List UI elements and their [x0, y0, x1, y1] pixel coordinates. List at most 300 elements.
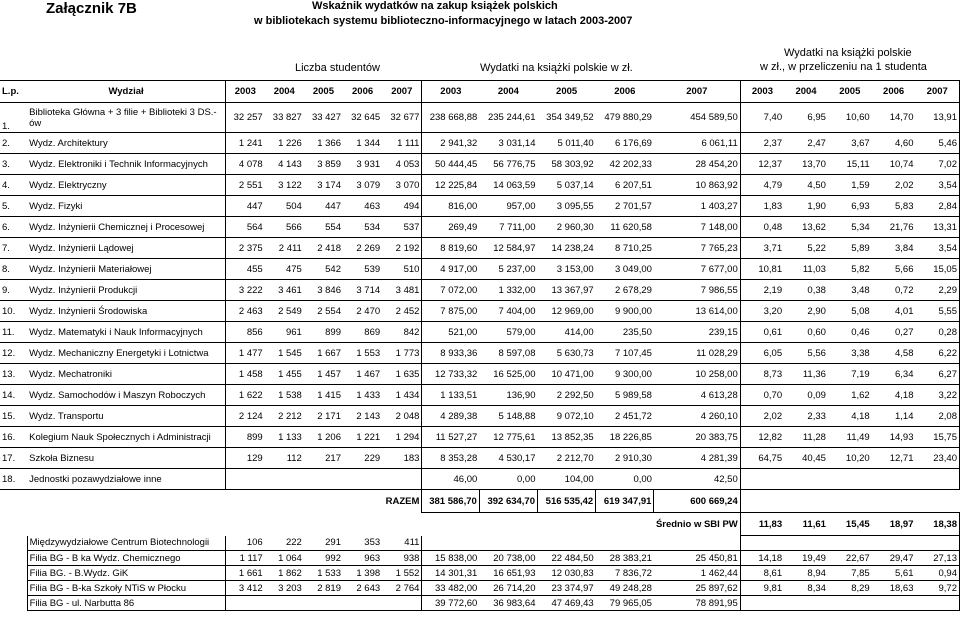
- row-label: Wydz. Inżynierii Lądowej: [27, 238, 225, 259]
- cell-value: 3 931: [343, 154, 382, 175]
- column-header: 2006: [343, 81, 382, 103]
- cell-value: 2 549: [265, 301, 304, 322]
- table-row: [0, 322, 960, 343]
- cell-value: 3 095,55: [538, 196, 596, 217]
- table-row: [0, 175, 960, 196]
- cell-value: 5,22: [784, 238, 828, 259]
- table-row: [0, 217, 960, 238]
- cell-value: 136,90: [479, 385, 537, 406]
- cell-value: [225, 596, 264, 611]
- average-value: 15,45: [828, 513, 872, 536]
- cell-value: 1 862: [265, 566, 304, 581]
- cell-value: [265, 596, 304, 611]
- cell-value: 50 444,45: [422, 154, 479, 175]
- cell-value: 16 651,93: [479, 566, 537, 581]
- group-header-per-student-line-2: w zł., w przeliczeniu na 1 studenta: [760, 61, 927, 73]
- cell-value: 22 484,50: [538, 551, 596, 566]
- cell-value: 4 143: [265, 154, 304, 175]
- cell-value: 56 776,75: [479, 154, 537, 175]
- group-header-per-student-line-1: Wydatki na książki polskie: [784, 47, 912, 59]
- cell-value: 14 063,59: [479, 175, 537, 196]
- cell-value: 33 482,00: [422, 581, 479, 596]
- cell-value: 129: [225, 448, 264, 469]
- row-label: Wydz. Samochodów i Maszyn Roboczych: [27, 385, 225, 406]
- cell-value: 7 148,00: [654, 217, 740, 238]
- cell-value: 1 455: [265, 364, 304, 385]
- cell-value: 2 452: [382, 301, 422, 322]
- row-number: 5.: [0, 196, 27, 217]
- cell-value: 3,38: [828, 343, 872, 364]
- cell-value: 2 451,72: [596, 406, 654, 427]
- cell-value: 961: [265, 322, 304, 343]
- cell-value: 39 772,60: [422, 596, 479, 611]
- empty-cell: [422, 513, 479, 536]
- cell-value: 2,29: [916, 280, 960, 301]
- cell-value: 14,93: [872, 427, 916, 448]
- cell-value: 899: [225, 427, 264, 448]
- cell-value: 10,81: [740, 259, 784, 280]
- cell-value: 0,46: [828, 322, 872, 343]
- cell-value: 2 819: [304, 581, 343, 596]
- cell-value: 8 597,08: [479, 343, 537, 364]
- cell-value: 6 061,11: [654, 133, 740, 154]
- cell-value: 7 836,72: [596, 566, 654, 581]
- cell-value: 2 554: [304, 301, 343, 322]
- cell-value: 25 897,62: [654, 581, 740, 596]
- cell-value: 13 852,35: [538, 427, 596, 448]
- cell-value: 15,11: [828, 154, 872, 175]
- cell-value: [654, 536, 740, 551]
- cell-value: 229: [343, 448, 382, 469]
- empty-cell: [538, 513, 596, 536]
- cell-value: 7 875,00: [422, 301, 479, 322]
- cell-value: [0, 581, 27, 596]
- cell-value: 869: [343, 322, 382, 343]
- cell-value: 291: [304, 536, 343, 551]
- cell-value: 20 383,75: [654, 427, 740, 448]
- cell-value: [740, 596, 784, 611]
- cell-value: 475: [265, 259, 304, 280]
- column-header: 2005: [538, 81, 596, 103]
- cell-value: 8 710,25: [596, 238, 654, 259]
- cell-value: 0,27: [872, 322, 916, 343]
- cell-value: 14 301,31: [422, 566, 479, 581]
- empty-cell: [225, 490, 264, 513]
- cell-value: 32 677: [382, 103, 422, 133]
- cell-value: 15,05: [916, 259, 960, 280]
- row-label: Szkoła Biznesu: [27, 448, 225, 469]
- row-label: Wydz. Matematyki i Nauk Informacyjnych: [27, 322, 225, 343]
- cell-value: 3,20: [740, 301, 784, 322]
- cell-value: 25 450,81: [654, 551, 740, 566]
- cell-value: 2,19: [740, 280, 784, 301]
- empty-cell: [479, 513, 537, 536]
- cell-value: 2,08: [916, 406, 960, 427]
- table-row: [0, 385, 960, 406]
- cell-value: 842: [382, 322, 422, 343]
- subtitle-line-2: w bibliotekach systemu biblioteczno-informacyjnego w latach 2003-2007: [254, 15, 633, 27]
- row-number: 1.: [0, 103, 27, 133]
- cell-value: 2 910,30: [596, 448, 654, 469]
- cell-value: 0,28: [916, 322, 960, 343]
- cell-value: [828, 596, 872, 611]
- extra-row: [0, 536, 960, 551]
- cell-value: 3,22: [916, 385, 960, 406]
- cell-value: 238 668,88: [422, 103, 479, 133]
- cell-value: 5,83: [872, 196, 916, 217]
- cell-value: 8 819,60: [422, 238, 479, 259]
- cell-value: 7 677,00: [654, 259, 740, 280]
- cell-value: 1 552: [382, 566, 422, 581]
- cell-value: 2 643: [343, 581, 382, 596]
- cell-value: 14,70: [872, 103, 916, 133]
- cell-value: [382, 469, 422, 490]
- row-label: Międzywydziałowe Centrum Biotechnologii: [27, 536, 225, 551]
- page-title: Załącznik 7B: [46, 0, 137, 17]
- cell-value: 217: [304, 448, 343, 469]
- table-row: [0, 154, 960, 175]
- cell-value: 3 461: [265, 280, 304, 301]
- cell-value: 6 176,69: [596, 133, 654, 154]
- cell-value: 20 738,00: [479, 551, 537, 566]
- cell-value: 12,82: [740, 427, 784, 448]
- cell-value: 18 226,85: [596, 427, 654, 448]
- row-label: Biblioteka Główna + 3 filie + Biblioteki 3 DS.-ów: [27, 103, 225, 133]
- table-row: [0, 301, 960, 322]
- cell-value: 2 375: [225, 238, 264, 259]
- cell-value: 539: [343, 259, 382, 280]
- row-number: 8.: [0, 259, 27, 280]
- cell-value: 36 983,64: [479, 596, 537, 611]
- cell-value: 4 917,00: [422, 259, 479, 280]
- cell-value: 3 203: [265, 581, 304, 596]
- cell-value: 12 030,83: [538, 566, 596, 581]
- cell-value: 447: [304, 196, 343, 217]
- cell-value: 222: [265, 536, 304, 551]
- cell-value: 3,84: [872, 238, 916, 259]
- cell-value: 1 064: [265, 551, 304, 566]
- cell-value: 5 237,00: [479, 259, 537, 280]
- cell-value: 3 049,00: [596, 259, 654, 280]
- total-value: 516 535,42: [538, 490, 596, 513]
- cell-value: 5 989,58: [596, 385, 654, 406]
- cell-value: 4 078: [225, 154, 264, 175]
- cell-value: 1 366: [304, 133, 343, 154]
- cell-value: 112: [265, 448, 304, 469]
- cell-value: 42 202,33: [596, 154, 654, 175]
- cell-value: 2 551: [225, 175, 264, 196]
- cell-value: 938: [382, 551, 422, 566]
- empty-cell: [0, 490, 27, 513]
- row-label: Filia BG. - B.Wydz. GiK: [27, 566, 225, 581]
- empty-cell: [740, 490, 784, 513]
- column-header: L.p.: [0, 81, 27, 103]
- cell-value: 16 525,00: [479, 364, 537, 385]
- table-row: [0, 103, 960, 133]
- cell-value: 2 292,50: [538, 385, 596, 406]
- empty-cell: [828, 490, 872, 513]
- cell-value: 554: [304, 217, 343, 238]
- cell-value: 899: [304, 322, 343, 343]
- cell-value: 455: [225, 259, 264, 280]
- column-header: 2003: [740, 81, 784, 103]
- empty-cell: [265, 490, 304, 513]
- cell-value: 1,83: [740, 196, 784, 217]
- column-header: 2004: [784, 81, 828, 103]
- cell-value: 0,94: [916, 566, 960, 581]
- cell-value: [343, 469, 382, 490]
- cell-value: [916, 469, 960, 490]
- cell-value: 33 827: [265, 103, 304, 133]
- cell-value: [872, 536, 916, 551]
- total-value: 381 586,70: [422, 490, 479, 513]
- cell-value: 0,09: [784, 385, 828, 406]
- cell-value: 0,38: [784, 280, 828, 301]
- cell-value: 494: [382, 196, 422, 217]
- cell-value: 504: [265, 196, 304, 217]
- average-value: 11,83: [740, 513, 784, 536]
- row-number: 2.: [0, 133, 27, 154]
- cell-value: 1 533: [304, 566, 343, 581]
- cell-value: 6,22: [916, 343, 960, 364]
- cell-value: 6,93: [828, 196, 872, 217]
- cell-value: 447: [225, 196, 264, 217]
- cell-value: [596, 536, 654, 551]
- cell-value: 2 941,32: [422, 133, 479, 154]
- cell-value: 957,00: [479, 196, 537, 217]
- cell-value: 3,67: [828, 133, 872, 154]
- extra-row: [0, 566, 960, 581]
- cell-value: 11,03: [784, 259, 828, 280]
- cell-value: 2 212,70: [538, 448, 596, 469]
- cell-value: 454 589,50: [654, 103, 740, 133]
- cell-value: 8,73: [740, 364, 784, 385]
- cell-value: 3 222: [225, 280, 264, 301]
- group-header-students: Liczba studentów: [295, 62, 380, 74]
- cell-value: 3,54: [916, 175, 960, 196]
- cell-value: 12 733,32: [422, 364, 479, 385]
- cell-value: 5,34: [828, 217, 872, 238]
- cell-value: 411: [382, 536, 422, 551]
- cell-value: 6,34: [872, 364, 916, 385]
- column-header: 2003: [422, 81, 479, 103]
- row-label: Wydz. Mechatroniki: [27, 364, 225, 385]
- cell-value: 537: [382, 217, 422, 238]
- column-header: 2007: [654, 81, 740, 103]
- cell-value: 1 111: [382, 133, 422, 154]
- cell-value: 1 434: [382, 385, 422, 406]
- cell-value: [479, 536, 537, 551]
- cell-value: 28 454,20: [654, 154, 740, 175]
- cell-value: 5,82: [828, 259, 872, 280]
- cell-value: [0, 536, 27, 551]
- cell-value: 239,15: [654, 322, 740, 343]
- cell-value: 1 415: [304, 385, 343, 406]
- cell-value: 6,05: [740, 343, 784, 364]
- cell-value: 521,00: [422, 322, 479, 343]
- cell-value: 9,72: [916, 581, 960, 596]
- table-header-row: [0, 81, 960, 103]
- average-value: 18,38: [916, 513, 960, 536]
- cell-value: [225, 469, 264, 490]
- cell-value: 1 398: [343, 566, 382, 581]
- row-label: Wydz. Mechaniczny Energetyki i Lotnictwa: [27, 343, 225, 364]
- cell-value: 4,01: [872, 301, 916, 322]
- cell-value: 235,50: [596, 322, 654, 343]
- cell-value: 1,14: [872, 406, 916, 427]
- table-row: [0, 469, 960, 490]
- cell-value: [0, 596, 27, 611]
- cell-value: 10 863,92: [654, 175, 740, 196]
- cell-value: 12 969,00: [538, 301, 596, 322]
- table-row: [0, 406, 960, 427]
- cell-value: 0,72: [872, 280, 916, 301]
- cell-value: 5,55: [916, 301, 960, 322]
- row-number: 13.: [0, 364, 27, 385]
- extra-row: [0, 581, 960, 596]
- column-header: 2007: [382, 81, 422, 103]
- row-number: 10.: [0, 301, 27, 322]
- row-label: Wydz. Inżynierii Środowiska: [27, 301, 225, 322]
- cell-value: 3,71: [740, 238, 784, 259]
- row-label: Jednostki pozawydziałowe inne: [27, 469, 225, 490]
- cell-value: 5,61: [872, 566, 916, 581]
- cell-value: 566: [265, 217, 304, 238]
- subtitle-line-1: Wskaźnik wydatków na zakup książek polskich: [312, 0, 558, 12]
- cell-value: 1 332,00: [479, 280, 537, 301]
- cell-value: [784, 536, 828, 551]
- cell-value: [343, 596, 382, 611]
- cell-value: 564: [225, 217, 264, 238]
- cell-value: 510: [382, 259, 422, 280]
- cell-value: 2 143: [343, 406, 382, 427]
- cell-value: 13,62: [784, 217, 828, 238]
- cell-value: 5,08: [828, 301, 872, 322]
- cell-value: 3 122: [265, 175, 304, 196]
- cell-value: 1 661: [225, 566, 264, 581]
- table-row: [0, 238, 960, 259]
- cell-value: 1 344: [343, 133, 382, 154]
- cell-value: 1 462,44: [654, 566, 740, 581]
- cell-value: [538, 536, 596, 551]
- cell-value: 64,75: [740, 448, 784, 469]
- cell-value: 2 171: [304, 406, 343, 427]
- cell-value: 1 226: [265, 133, 304, 154]
- cell-value: 3 714: [343, 280, 382, 301]
- empty-cell: [225, 513, 264, 536]
- row-number: 6.: [0, 217, 27, 238]
- column-header: 2005: [304, 81, 343, 103]
- empty-cell: [916, 490, 960, 513]
- cell-value: 2,33: [784, 406, 828, 427]
- cell-value: 183: [382, 448, 422, 469]
- cell-value: 1 133,51: [422, 385, 479, 406]
- cell-value: 3 481: [382, 280, 422, 301]
- average-label: Średnio w SBI PW: [655, 518, 738, 530]
- cell-value: [784, 469, 828, 490]
- cell-value: 23 374,97: [538, 581, 596, 596]
- cell-value: 1 221: [343, 427, 382, 448]
- cell-value: [828, 536, 872, 551]
- cell-value: 5 037,14: [538, 175, 596, 196]
- cell-value: 353: [343, 536, 382, 551]
- cell-value: 33 427: [304, 103, 343, 133]
- cell-value: 32 257: [225, 103, 264, 133]
- cell-value: [916, 596, 960, 611]
- cell-value: 10,60: [828, 103, 872, 133]
- column-header: 2007: [916, 81, 960, 103]
- cell-value: 0,48: [740, 217, 784, 238]
- cell-value: 5,66: [872, 259, 916, 280]
- cell-value: 8,29: [828, 581, 872, 596]
- total-value: 392 634,70: [479, 490, 537, 513]
- table-row: [0, 427, 960, 448]
- empty-cell: [304, 490, 343, 513]
- cell-value: 9 072,10: [538, 406, 596, 427]
- cell-value: 7,85: [828, 566, 872, 581]
- cell-value: 992: [304, 551, 343, 566]
- empty-cell: [596, 513, 654, 536]
- cell-value: 1 403,27: [654, 196, 740, 217]
- cell-value: 3,48: [828, 280, 872, 301]
- cell-value: [740, 469, 784, 490]
- cell-value: 2 701,57: [596, 196, 654, 217]
- cell-value: 1 553: [343, 343, 382, 364]
- cell-value: 963: [343, 551, 382, 566]
- row-label: Wydz. Architektury: [27, 133, 225, 154]
- cell-value: 13 367,97: [538, 280, 596, 301]
- empty-cell: [27, 490, 225, 513]
- cell-value: 3 031,14: [479, 133, 537, 154]
- cell-value: 18,63: [872, 581, 916, 596]
- cell-value: 534: [343, 217, 382, 238]
- empty-cell: [784, 490, 828, 513]
- cell-value: 2 411: [265, 238, 304, 259]
- cell-value: 6 207,51: [596, 175, 654, 196]
- table-row: [0, 133, 960, 154]
- cell-value: 14,18: [740, 551, 784, 566]
- cell-value: 1 538: [265, 385, 304, 406]
- cell-value: 13,31: [916, 217, 960, 238]
- cell-value: 12 225,84: [422, 175, 479, 196]
- cell-value: 8 353,28: [422, 448, 479, 469]
- empty-cell: [382, 513, 422, 536]
- cell-value: 2,47: [784, 133, 828, 154]
- cell-value: 3 079: [343, 175, 382, 196]
- empty-cell: [343, 513, 382, 536]
- total-label: RAZEM: [385, 495, 420, 507]
- cell-value: 106: [225, 536, 264, 551]
- empty-cell: [265, 513, 304, 536]
- cell-value: 5 011,40: [538, 133, 596, 154]
- cell-value: 5,56: [784, 343, 828, 364]
- cell-value: 8,34: [784, 581, 828, 596]
- cell-value: 1 133: [265, 427, 304, 448]
- cell-value: [304, 469, 343, 490]
- cell-value: 32 645: [343, 103, 382, 133]
- cell-value: 26 714,20: [479, 581, 537, 596]
- row-number: 7.: [0, 238, 27, 259]
- cell-value: 6,27: [916, 364, 960, 385]
- row-label: Wydz. Elektroniki i Technik Informacyjnych: [27, 154, 225, 175]
- cell-value: 4,18: [872, 385, 916, 406]
- empty-cell: [343, 490, 382, 513]
- cell-value: 1 467: [343, 364, 382, 385]
- row-number: 14.: [0, 385, 27, 406]
- row-label: Kolegium Nauk Społecznych i Administracji: [27, 427, 225, 448]
- cell-value: 13,70: [784, 154, 828, 175]
- cell-value: 7 404,00: [479, 301, 537, 322]
